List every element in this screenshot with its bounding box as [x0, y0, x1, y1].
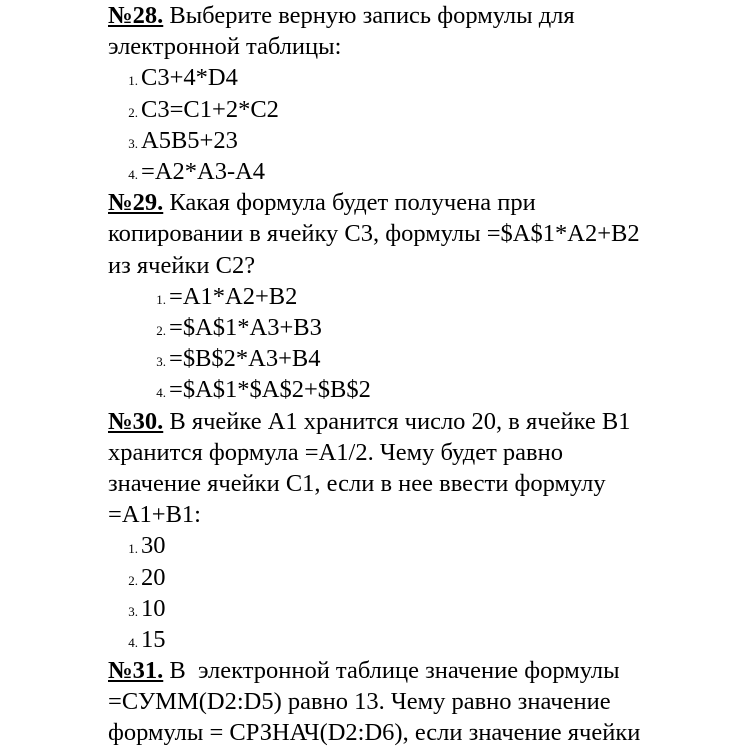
option-text: =A2*A3-A4 [141, 157, 266, 185]
option-text: C3=C1+2*C2 [141, 95, 279, 123]
option-marker: 1. [156, 291, 166, 307]
answer-option [108, 62, 738, 93]
question-body: Какая формула будет получена при копировании в ячейку С3, формулы =$A$1*A2+B2 из ячейки С2? [108, 189, 640, 279]
answer-option [108, 125, 738, 156]
document-page [108, 0, 738, 749]
option-marker: 1. [128, 541, 138, 557]
question-number: №31. [108, 657, 164, 685]
answer-option [108, 374, 738, 405]
option-marker: 4. [128, 166, 138, 182]
answer-option [108, 530, 738, 561]
option-marker: 1. [128, 73, 138, 89]
question-text [108, 0, 738, 62]
question-body: Выберите верную запись формулы для электронной таблицы: [108, 2, 575, 61]
answer-options [108, 62, 738, 187]
option-marker: 4. [128, 634, 138, 650]
answer-option [108, 281, 738, 312]
option-text: =$B$2*A3+B4 [169, 345, 321, 373]
answer-option [108, 624, 738, 655]
option-text: =A1*A2+B2 [169, 282, 298, 310]
question-29 [108, 187, 738, 405]
option-marker: 2. [156, 322, 166, 338]
option-text: C3+4*D4 [141, 64, 238, 92]
option-marker: 2. [128, 572, 138, 588]
question-number: №30. [108, 407, 164, 435]
answer-options [108, 281, 738, 406]
option-marker: 4. [156, 385, 166, 401]
question-number: №28. [108, 2, 164, 29]
answer-option [108, 562, 738, 593]
answer-option [108, 312, 738, 343]
question-number: №29. [108, 189, 164, 217]
option-text: 10 [141, 594, 166, 622]
question-28 [108, 0, 738, 187]
question-text [108, 655, 738, 749]
option-marker: 2. [128, 104, 138, 120]
option-marker: 3. [128, 135, 138, 151]
option-text: =$A$1*$A$2+$B$2 [169, 376, 371, 404]
answer-option [108, 156, 738, 187]
option-marker: 3. [128, 603, 138, 619]
option-text: 20 [141, 563, 166, 591]
answer-option [108, 94, 738, 125]
question-body: В электронной таблице значение формулы =СУММ(D2:D5) равно 13. Чему равно значение формулы = СРЗНАЧ(D2:D6), если значение ячейки [108, 657, 641, 747]
answer-option [108, 343, 738, 374]
option-text: 15 [141, 625, 166, 653]
answer-option [108, 593, 738, 624]
option-text: 30 [141, 532, 166, 560]
question-body: В ячейке А1 хранится число 20, в ячейке В1 хранится формула =А1/2. Чему будет равно значение ячейки С1, если в нее ввести формулу =А1+В1: [108, 407, 631, 529]
answer-options [108, 530, 738, 655]
question-text [108, 406, 738, 531]
question-31 [108, 655, 738, 749]
question-text [108, 187, 738, 281]
option-text: A5B5+23 [141, 126, 238, 154]
question-30 [108, 406, 738, 656]
option-marker: 3. [156, 354, 166, 370]
option-text: =$A$1*A3+B3 [169, 313, 322, 341]
